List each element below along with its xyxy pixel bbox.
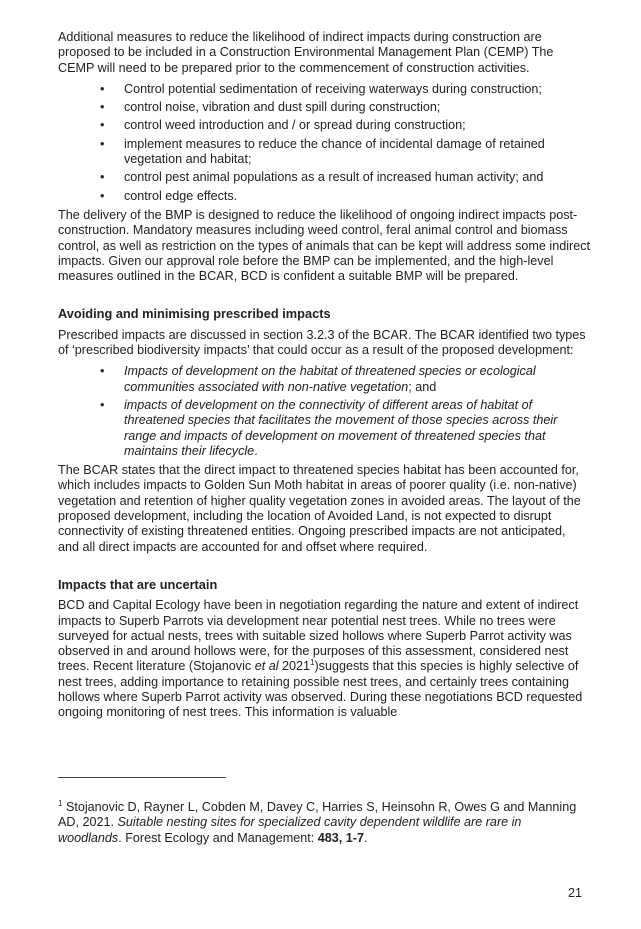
- document-body: [58, 30, 590, 721]
- list-item: • impacts of development on the connectivity of different areas of habitat of threatened species that facilitates the movement of those species across their range and impacts of development on movement of threatened species that maintains their lifecycle.: [100, 398, 590, 459]
- prescribed-impacts-list: [58, 364, 590, 459]
- uncertain-paragraph: BCD and Capital Ecology have been in negotiation regarding the nature and extent of indirect impacts to Superb Parrots via development near potential nest trees. While no trees were surveyed for actual nests, trees with suitable sized hollows where Superb Parrot activity was observed in and around hollows were, for the purposes of this assessment, considered nest trees. Recent literature (Stojanovic et al 2021$^1$)suggests that this species is highly selective of nest trees, adding importance to retaining possible nest trees, and certainly trees containing hollows where Superb Parrot activity was observed. During these negotiations BCD requested ongoing monitoring of nest trees. This information is valuable: [58, 598, 583, 720]
- prescribed-intro: Prescribed impacts are discussed in section 3.2.3 of the BCAR. The BCAR identified two types of ‘prescribed biodiversity impacts’ that could occur as a result of the proposed development:: [58, 327, 586, 358]
- section-heading-prescribed: Avoiding and minimising prescribed impacts: [58, 306, 331, 322]
- list-item: • Impacts of development on the habitat of threatened species or ecological communities associated with non-native vegetation; and: [100, 364, 590, 395]
- list-item: • control pest animal populations as a result of increased human activity; and: [100, 170, 590, 185]
- list-item: • implement measures to reduce the chance of incidental damage of retained vegetation and habitat;: [100, 137, 590, 168]
- prescribed-conclusion: The BCAR states that the direct impact to threatened species habitat has been accounted for, which includes impacts to Golden Sun Moth habitat in areas of poorer quality (i.e. non-native) vegetation and retention of higher quality vegetation zones in avoided areas. The layout of the proposed development, including the location of Avoided Land, is not expected to disrupt connectivity of existing threatened entities. Ongoing prescribed impacts are not anticipated, and all direct impacts are accounted for and offset where required.: [58, 463, 581, 554]
- footnote-divider: [58, 777, 226, 778]
- page-number: 21: [568, 886, 583, 900]
- footnote: $^1$ Stojanovic D, Rayner L, Cobden M, Davey C, Harries S, Heinsohn R, Owes G and Manning AD, 2021. Suitable nesting sites for specialized cavity dependent wildlife are rare in woodlands. Forest Ecology and Management: 483, 1-7.: [58, 798, 577, 845]
- list-item: • control weed introduction and / or spread during construction;: [100, 118, 590, 133]
- footnote-reference[interactable]: 1: [310, 658, 315, 668]
- cemp-measures-list: [58, 82, 590, 204]
- list-item: • control noise, vibration and dust spill during construction;: [100, 100, 590, 115]
- intro-paragraph: Additional measures to reduce the likelihood of indirect impacts during construction are proposed to be included in a Construction Environmental Management Plan (CEMP) The CEMP will need to be prepared prior to the commencement of construction activities.: [58, 30, 554, 75]
- bmp-paragraph: The delivery of the BMP is designed to reduce the likelihood of ongoing indirect impacts post-construction. Mandatory measures including weed control, feral animal control and biomass control, as well as restriction on the types of animals that can be kept will address some indirect impacts. Given our approval role before the BMP can be implemented, and the high-level measures outlined in the BCAR, BCD is confident a suitable BMP will be prepared.: [58, 207, 590, 284]
- list-item: • Control potential sedimentation of receiving waterways during construction;: [100, 82, 590, 97]
- footnote-number: 1: [58, 798, 63, 808]
- list-item: • control edge effects.: [100, 189, 590, 204]
- section-heading-uncertain: Impacts that are uncertain: [58, 576, 218, 592]
